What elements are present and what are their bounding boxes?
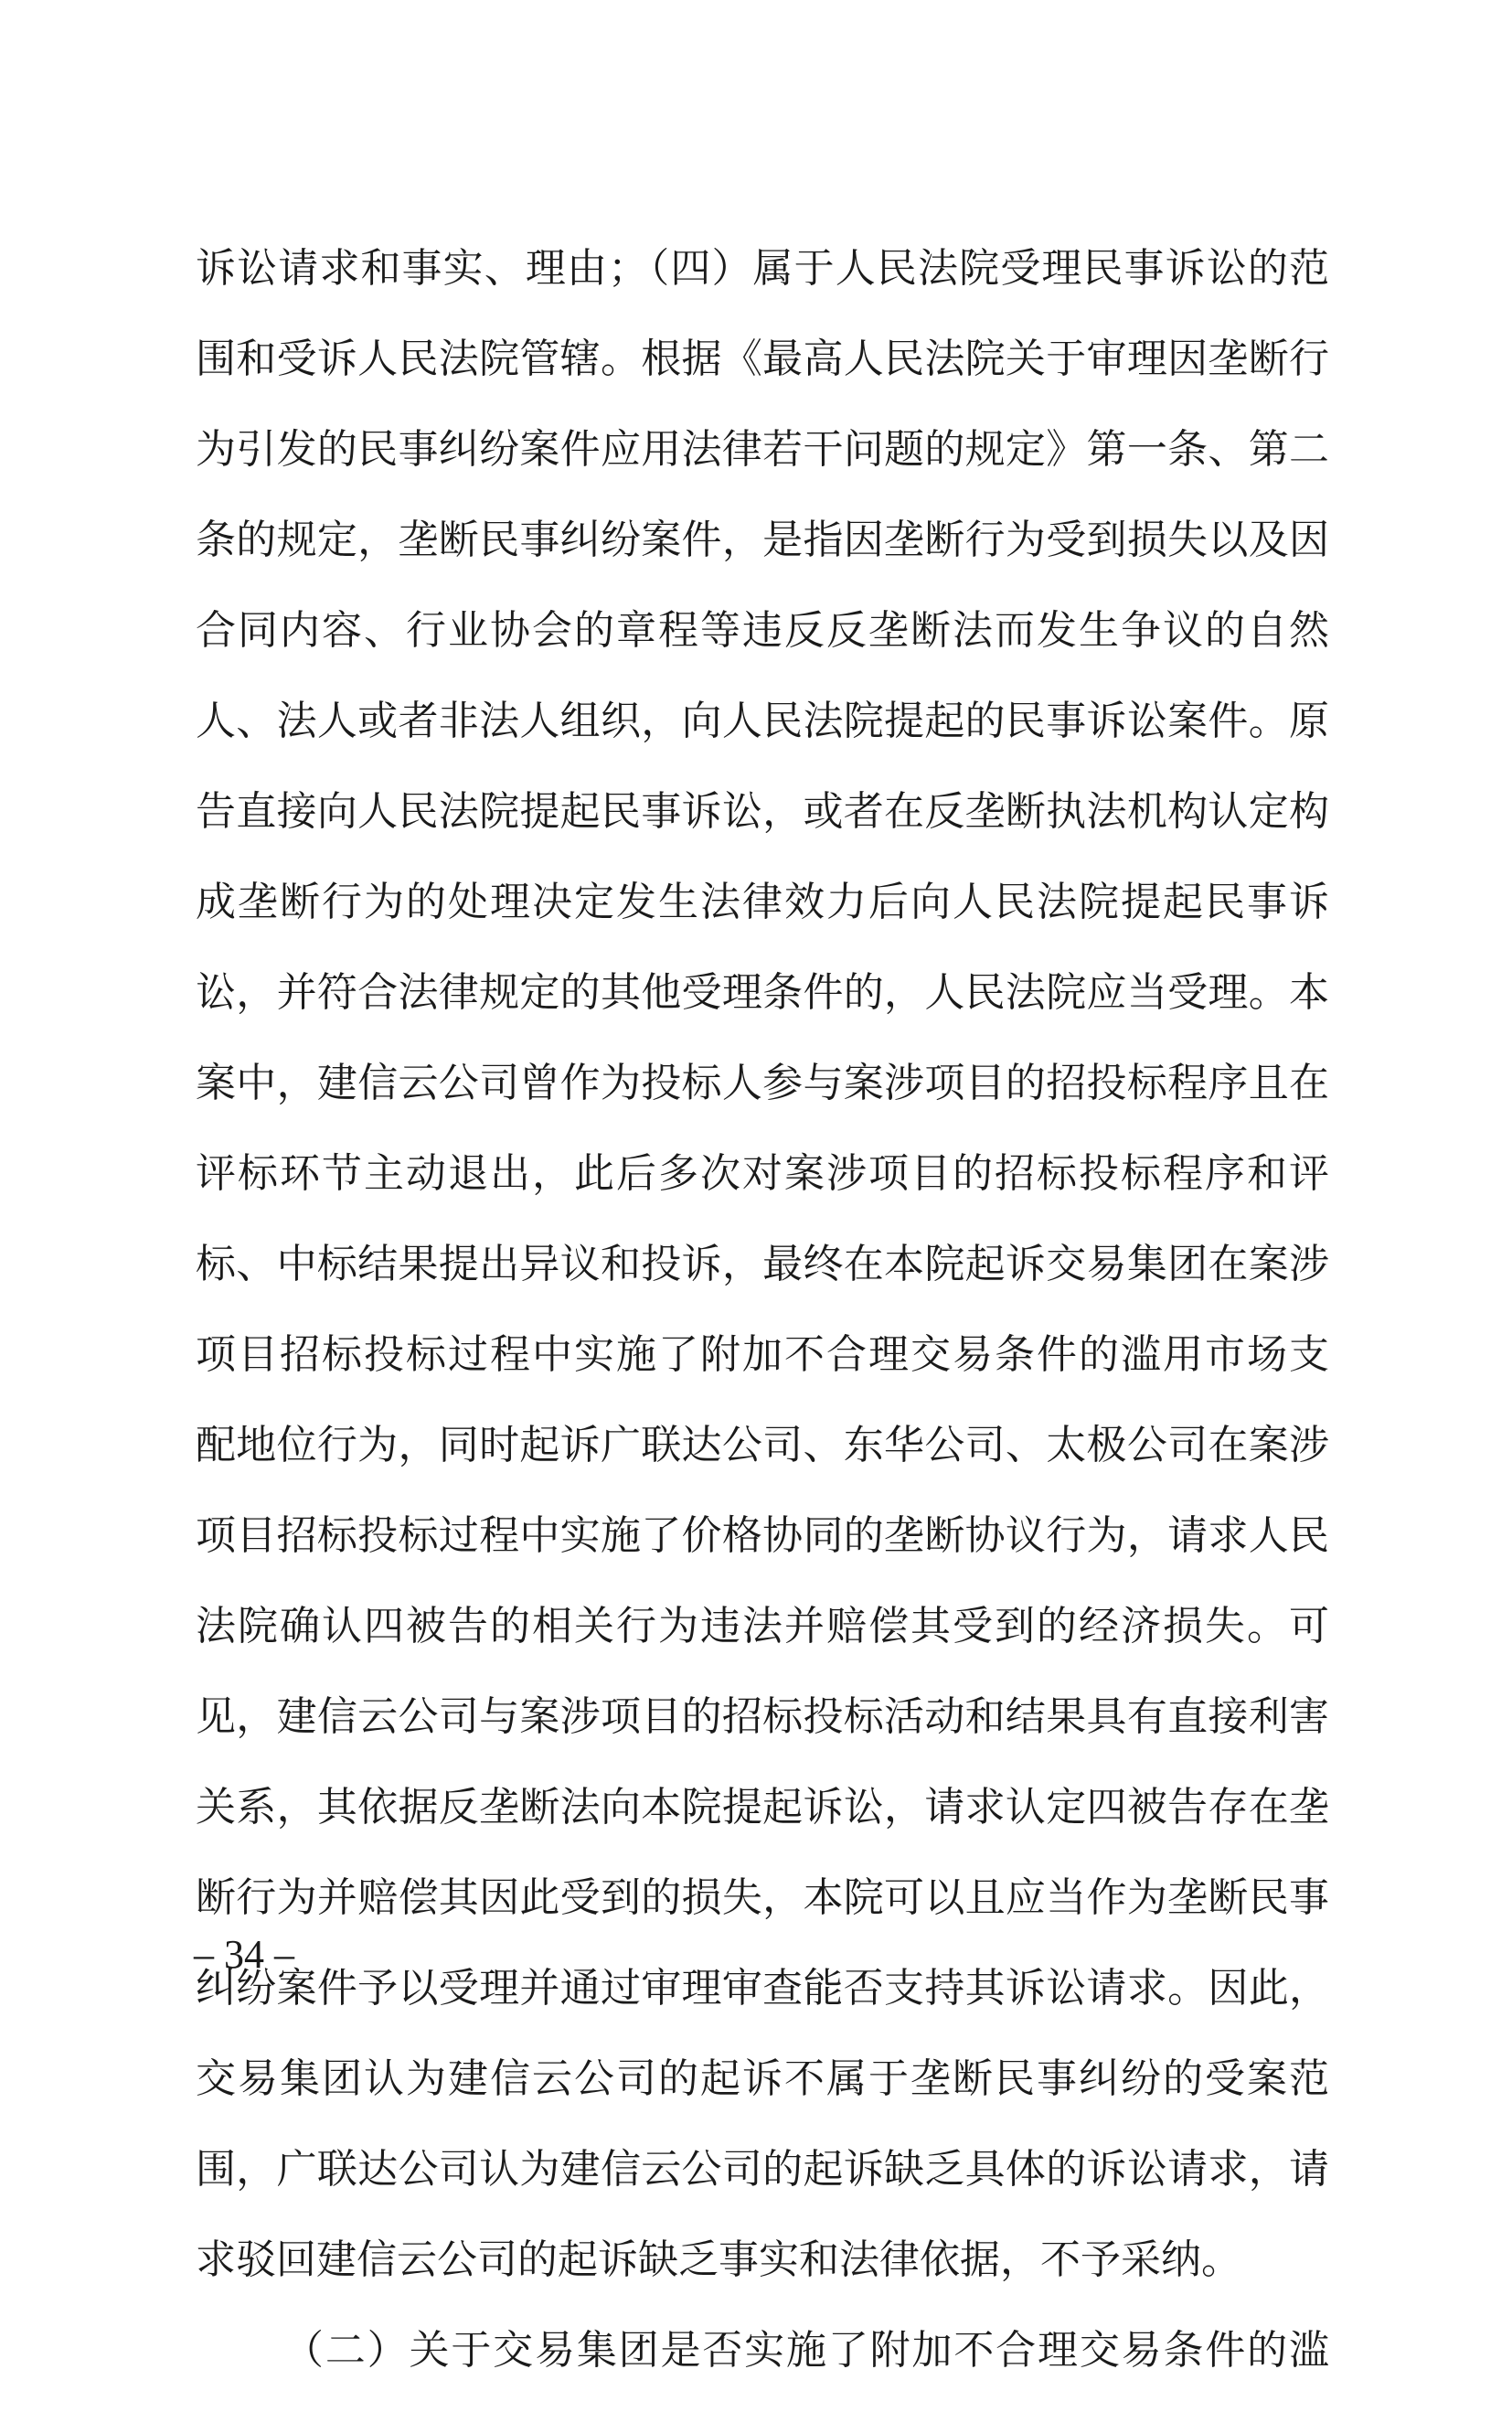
text-line: 法院确认四被告的相关行为违法并赔偿其受到的经济损失。可 bbox=[196, 1603, 1329, 1649]
section-heading: （二）关于交易集团是否实施了附加不合理交易条件的滥 bbox=[283, 2327, 1329, 2374]
text-line: 讼，并符合法律规定的其他受理条件的，人民法院应当受理。本 bbox=[196, 969, 1329, 1016]
text-line: 条的规定，垄断民事纠纷案件，是指因垄断行为受到损失以及因 bbox=[196, 517, 1329, 563]
text-line: 围和受诉人民法院管辖。根据《最高人民法院关于审理因垄断行 bbox=[196, 336, 1329, 382]
text-line: 断行为并赔偿其因此受到的损失，本院可以且应当作为垄断民事 bbox=[196, 1874, 1329, 1921]
text-line: 围，广联达公司认为建信云公司的起诉缺乏具体的诉讼请求，请 bbox=[196, 2146, 1329, 2193]
text-line: 诉讼请求和事实、理由；（四）属于人民法院受理民事诉讼的范 bbox=[196, 245, 1329, 292]
text-line: 案中，建信云公司曾作为投标人参与案涉项目的招投标程序且在 bbox=[196, 1060, 1329, 1106]
text-line: 告直接向人民法院提起民事诉讼，或者在反垄断执法机构认定构 bbox=[196, 788, 1329, 835]
text-line: 成垄断行为的处理决定发生法律效力后向人民法院提起民事诉 bbox=[196, 879, 1329, 925]
body-text bbox=[196, 240, 1329, 2412]
text-line: 交易集团认为建信云公司的起诉不属于垄断民事纠纷的受案范 bbox=[196, 2055, 1329, 2102]
text-line: 项目招标投标过程中实施了价格协同的垄断协议行为，请求人民 bbox=[196, 1512, 1329, 1559]
text-line: 为引发的民事纠纷案件应用法律若干问题的规定》第一条、第二 bbox=[196, 426, 1329, 473]
text-line: 评标环节主动退出，此后多次对案涉项目的招标投标程序和评 bbox=[196, 1150, 1329, 1197]
page-number: – 34 – bbox=[194, 1932, 294, 1977]
text-line: 人、法人或者非法人组织，向人民法院提起的民事诉讼案件。原 bbox=[196, 698, 1329, 744]
text-line: 项目招标投标过程中实施了附加不合理交易条件的滥用市场支 bbox=[196, 1331, 1329, 1378]
text-line: 见，建信云公司与案涉项目的招标投标活动和结果具有直接利害 bbox=[196, 1693, 1329, 1740]
text-line: 标、中标结果提出异议和投诉，最终在本院起诉交易集团在案涉 bbox=[196, 1241, 1329, 1287]
text-line: 纠纷案件予以受理并通过审理审查能否支持其诉讼请求。因此， bbox=[196, 1965, 1329, 2012]
text-line: 配地位行为，同时起诉广联达公司、东华公司、太极公司在案涉 bbox=[196, 1422, 1329, 1468]
text-line: 关系，其依据反垄断法向本院提起诉讼，请求认定四被告存在垄 bbox=[196, 1784, 1329, 1830]
text-line: 合同内容、行业协会的章程等违反反垄断法而发生争议的自然 bbox=[196, 607, 1329, 654]
text-line: 求驳回建信云公司的起诉缺乏事实和法律依据，不予采纳。 bbox=[196, 2236, 1241, 2283]
